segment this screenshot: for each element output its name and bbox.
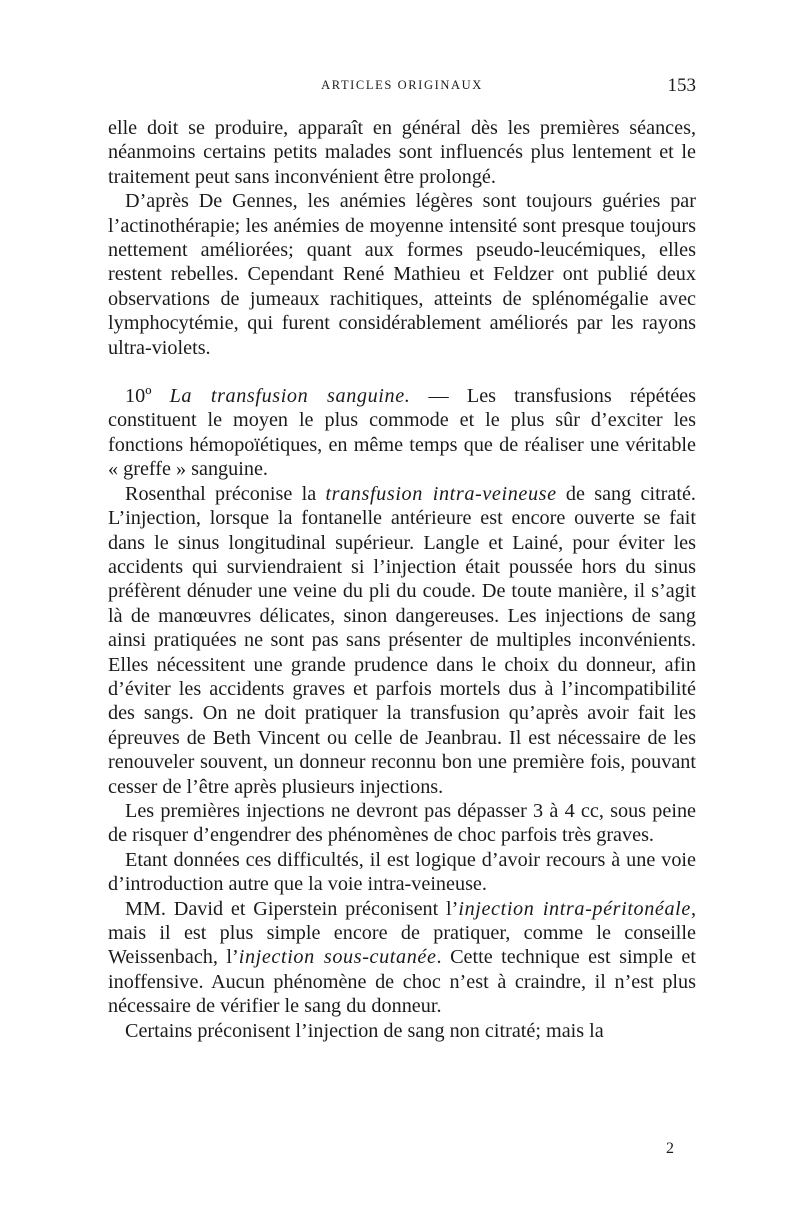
emphasis-sous-cutanee: injection sous-cutanée (238, 946, 437, 969)
running-title: ARTICLES ORIGINAUX (321, 78, 483, 92)
section-number: 10º (125, 385, 152, 408)
text-run: Rosenthal préconise la (125, 482, 326, 505)
paragraph-sang-non-citrate: Certains préconisent l’injection de sang non citraté; mais la (125, 1019, 604, 1042)
paragraph-difficultes: Etant données ces difficultés, il est logique d’avoir recours à une voie d’introduction autre que la voie intra-veineuse. (108, 848, 696, 896)
paragraph-david-giperstein (108, 897, 696, 1019)
text-run: de sang citraté. L’injection, lorsque la fontanelle antérieure est encore ouverte se fait dans le sinus longitudinal supérieur. Langle et Lainé, pour éviter les accidents qui surviendraient si l’injection était poussée hors du sinus préfèrent dénuder une veine du pli du coude. De toute manière, il s’agit là de manœuvres délicates, sinon dangereuses. Les injections de sang ainsi pratiquées ne sont pas sans présenter de multiples inconvénients. Elles nécessitent une grande prudence dans le choix du donneur, afin d’éviter les accidents graves et parfois mortels dus à l’incompatibilité des sangs. On ne doit pratiquer la transfusion qu’après avoir fait les épreuves de Beth Vincent ou celle de Jeanbrau. Il est nécessaire de les renouveler souvent, un donneur reconnu bon une première fois, pouvant cesser de l’être après plusieurs injections. (108, 482, 696, 798)
text-run: MM. David et Giperstein préconisent l’ (125, 897, 459, 920)
text-run: , mais il est plus simple encore de pratiquer, comme le conseille Weissenbach, l’ (108, 897, 696, 969)
page-header (108, 75, 696, 100)
section-title: La transfusion sanguine. (169, 385, 411, 408)
page-number: 153 (667, 75, 696, 96)
paragraph-rosenthal (108, 482, 696, 799)
paragraph-de-gennes: D’après De Gennes, les anémies légères sont toujours guéries par l’actinothérapie; les anémies de moyenne intensité sont presque toujours nettement améliorées; quant aux formes pseudo-leucémiques, elles restent rebelles. Cependant René Mathieu et Feldzer ont publié deux observations de jumeaux rachitiques, atteints de splénomégalie avec lymphocytémie, qui furent considérablement améliorés par les rayons ultra-violets. (108, 190, 696, 359)
emphasis-intra-peritoneale: injection intra-péritonéale (458, 897, 691, 920)
emphasis-intra-veineuse: transfusion intra-veineuse (325, 482, 557, 505)
paragraph-premieres-injections: Les premières injections ne devront pas dépasser 3 à 4 cc, sous peine de risquer d’engendrer des phénomènes de choc parfois très graves. (108, 799, 696, 847)
article-body (108, 116, 696, 1043)
signature-mark: 2 (666, 1140, 674, 1157)
paragraph-section-transfusion (108, 384, 696, 482)
paragraph-continuation: elle doit se produire, apparaît en général dès les premières séances, néanmoins certains petits malades sont influencés plus lentement et le traitement peut sans inconvénient être prolongé. (108, 117, 696, 188)
text-run: . Cette technique est simple et inoffensive. Aucun phénomène de choc n’est à craindre, il n’est plus nécessaire de vérifier le sang du donneur. (108, 946, 696, 1018)
section-intro-text: — Les transfusions répétées constituent le moyen le plus commode et le plus sûr d’exciter les fonctions hémopoïétiques, en même temps que de réaliser une véritable « greffe » sanguine. (108, 385, 696, 481)
